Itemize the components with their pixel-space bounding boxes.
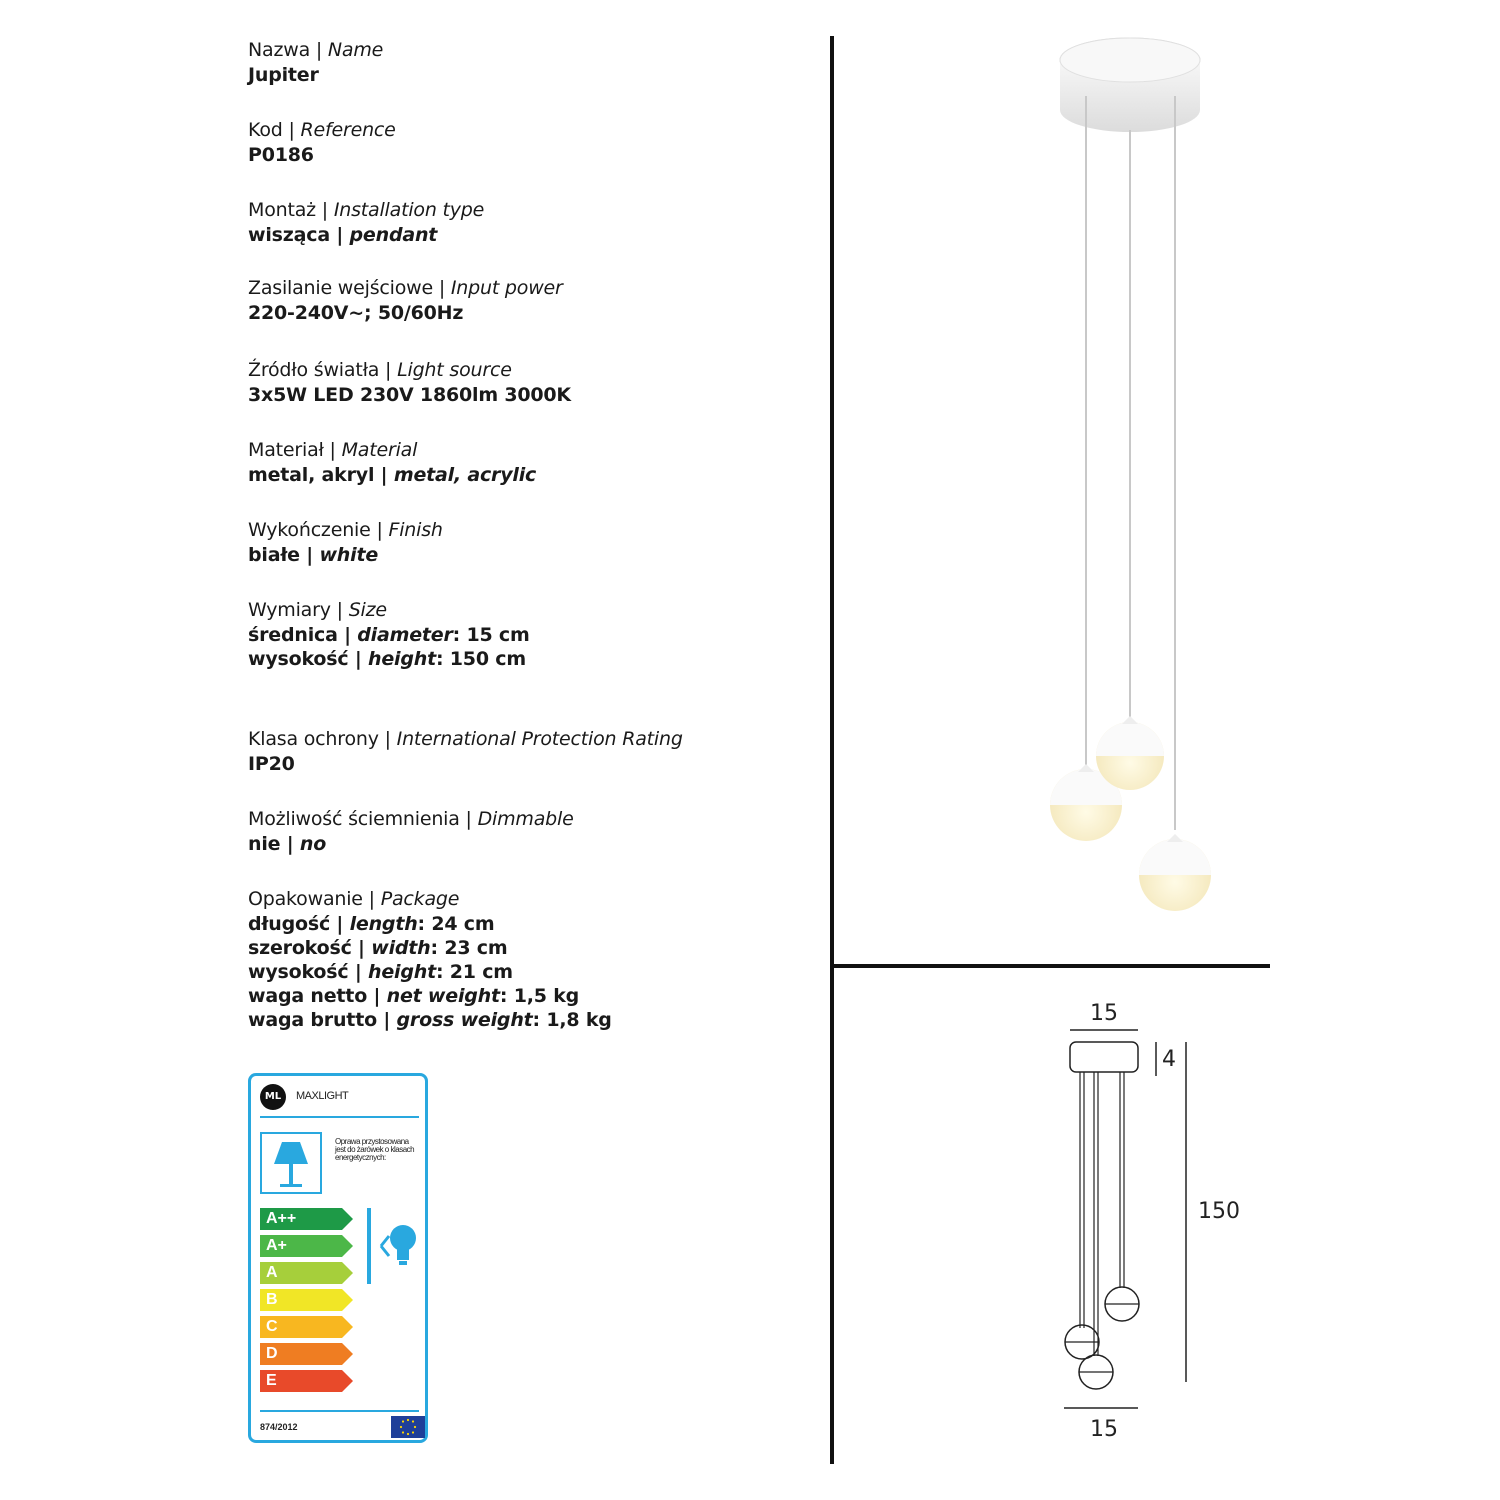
spec-value: waga netto | net weight: 1,5 kg <box>248 985 580 1007</box>
regulation-code: 874/2012 <box>260 1422 298 1432</box>
spec-value-pl: wisząca <box>248 224 330 246</box>
spec-value-pl: średnica <box>248 624 338 646</box>
spec-value-pl: IP20 <box>248 753 295 775</box>
spec-value-amount: : 24 cm <box>417 913 495 935</box>
energy-class-bar: A <box>260 1262 342 1284</box>
spec-block <box>248 518 443 567</box>
spec-value: metal, akryl | metal, acrylic <box>248 464 537 486</box>
spec-value-en: length <box>349 913 418 935</box>
spec-value-amount: : 23 cm <box>430 937 508 959</box>
spec-label-en: Input power <box>450 277 563 299</box>
spec-label-en: Name <box>327 39 384 61</box>
spec-value-pl: 3x5W LED 230V 1860lm 3000K <box>248 384 571 406</box>
eu-flag-icon <box>391 1416 425 1438</box>
spec-value-pl: metal, akryl <box>248 464 375 486</box>
spec-value <box>248 63 383 87</box>
spec-value-pl: wysokość <box>248 961 349 983</box>
spec-label-en: Package <box>380 888 460 910</box>
spec-value-en: gross weight <box>396 1009 533 1031</box>
spec-value-pl: białe <box>248 544 300 566</box>
spec-label: Materiał | Material <box>248 439 418 461</box>
spec-label: Nazwa | Name <box>248 39 384 61</box>
shade-middle <box>1096 716 1164 790</box>
spec-label: Wymiary | Size <box>248 599 387 621</box>
horizontal-divider <box>832 964 1270 968</box>
spec-value: wysokość | height: 21 cm <box>248 961 513 983</box>
spec-label-en: International Protection Rating <box>396 728 683 750</box>
energy-class-scale <box>260 1208 342 1397</box>
spec-label-pl: Nazwa <box>248 39 311 61</box>
spec-value: szerokość | width: 23 cm <box>248 937 508 959</box>
product-photo <box>1030 30 1250 930</box>
spec-value-en: metal, acrylic <box>393 464 537 486</box>
shade-right <box>1139 834 1211 911</box>
spec-block <box>248 598 530 671</box>
spec-label-pl: Kod <box>248 119 283 141</box>
spec-label-en: Light source <box>397 359 512 381</box>
spec-label: Wykończenie | Finish <box>248 519 443 541</box>
canopy-height-label: 4 <box>1162 1047 1176 1072</box>
spec-label-en: Material <box>341 439 418 461</box>
spec-value-pl: waga brutto <box>248 1009 377 1031</box>
label-divider <box>260 1116 419 1118</box>
spec-value-pl: szerokość <box>248 937 352 959</box>
energy-class-bar: D <box>260 1343 342 1365</box>
spec-label-en: Finish <box>388 519 443 541</box>
spec-value: wisząca | pendant <box>248 224 438 246</box>
spec-block <box>248 438 536 487</box>
spec-label-pl: Zasilanie wejściowe <box>248 277 433 299</box>
spec-label-en: Reference <box>300 119 396 141</box>
total-height-label: 150 <box>1198 1199 1240 1224</box>
spec-label: Możliwość ściemnienia | Dimmable <box>248 808 574 830</box>
spec-value-en: height <box>368 648 436 670</box>
spec-label-pl: Montaż <box>248 199 316 221</box>
spec-value-pl: nie <box>248 833 281 855</box>
spec-value-pl: wysokość <box>248 648 349 670</box>
bulb-icon <box>379 1222 419 1272</box>
spec-value-en: height <box>368 961 436 983</box>
spec-value-pl: 220-240V~; 50/60Hz <box>248 302 464 324</box>
energy-class-bar: C <box>260 1316 342 1338</box>
bottom-width-label: 15 <box>1090 1417 1118 1442</box>
dimension-drawing <box>1040 990 1260 1450</box>
spec-label-en: Dimmable <box>477 808 574 830</box>
spec-block <box>248 887 612 1032</box>
top-width-label: 15 <box>1090 1001 1118 1026</box>
spec-label-pl: Klasa ochrony <box>248 728 379 750</box>
spec-label: Klasa ochrony | International Protection Rating <box>248 728 683 750</box>
brand-name: MAXLIGHT <box>296 1090 349 1102</box>
lamp-icon-box <box>260 1132 322 1194</box>
spec-value-pl: waga netto <box>248 985 368 1007</box>
spec-label: Montaż | Installation type <box>248 199 485 221</box>
spec-label: Źródło światła | Light source <box>248 359 512 381</box>
spec-value-en: net weight <box>386 985 500 1007</box>
spec-value-amount: : 21 cm <box>435 961 513 983</box>
spec-value-amount: : 1,5 kg <box>499 985 580 1007</box>
spec-block <box>248 358 571 407</box>
spec-label-pl: Wymiary <box>248 599 331 621</box>
spec-label-pl: Źródło światła <box>248 359 380 381</box>
spec-value-amount: : 150 cm <box>435 648 526 670</box>
spec-value-en: diameter <box>357 624 453 646</box>
spec-label: Opakowanie | Package <box>248 888 460 910</box>
spec-label: Kod | Reference <box>248 119 396 141</box>
spec-label: Zasilanie wejściowe | Input power <box>248 277 563 299</box>
brand-logo: ML <box>260 1084 286 1110</box>
spec-value: średnica | diameter: 15 cm <box>248 624 530 646</box>
spec-label-pl: Wykończenie <box>248 519 371 541</box>
energy-class-bar: A++ <box>260 1208 342 1230</box>
energy-label <box>248 1073 428 1443</box>
spec-label-en: Installation type <box>333 199 485 221</box>
spec-block <box>248 118 396 167</box>
vertical-divider <box>830 36 834 1464</box>
spec-value <box>248 301 563 325</box>
spec-value-en: white <box>319 544 379 566</box>
energy-class-bar: A+ <box>260 1235 342 1257</box>
spec-label-pl: Możliwość ściemnienia <box>248 808 460 830</box>
spec-value: waga brutto | gross weight: 1,8 kg <box>248 1009 612 1031</box>
spec-block <box>248 38 383 87</box>
spec-block <box>248 727 683 776</box>
spec-value-amount: : 15 cm <box>452 624 530 646</box>
lamp-icon <box>262 1134 320 1192</box>
spec-label-en: Size <box>348 599 387 621</box>
spec-value: wysokość | height: 150 cm <box>248 648 526 670</box>
spec-value-en: no <box>299 833 327 855</box>
spec-block <box>248 198 484 247</box>
class-bracket <box>367 1208 371 1284</box>
spec-value: białe | white <box>248 544 379 566</box>
spec-value-amount: : 1,8 kg <box>532 1009 612 1031</box>
spec-block <box>248 276 563 325</box>
spec-label-pl: Opakowanie <box>248 888 363 910</box>
label-divider-bottom <box>260 1410 419 1412</box>
spec-value: długość | length: 24 cm <box>248 913 495 935</box>
spec-value <box>248 383 571 407</box>
energy-class-bar: E <box>260 1370 342 1392</box>
spec-value: nie | no <box>248 833 327 855</box>
spec-value-en: pendant <box>349 224 438 246</box>
energy-class-bar: B <box>260 1289 342 1311</box>
spec-value <box>248 752 683 776</box>
spec-value-pl: długość <box>248 913 331 935</box>
spec-value-en: width <box>371 937 431 959</box>
spec-label-pl: Materiał <box>248 439 324 461</box>
spec-value-pl: P0186 <box>248 144 314 166</box>
canopy <box>1060 38 1200 132</box>
spec-value-pl: Jupiter <box>248 64 319 86</box>
compatibility-note: Oprawa przystosowana jest do żarówek o klasach energetycznych: <box>335 1137 415 1162</box>
spec-value <box>248 143 396 167</box>
spec-block <box>248 807 574 856</box>
